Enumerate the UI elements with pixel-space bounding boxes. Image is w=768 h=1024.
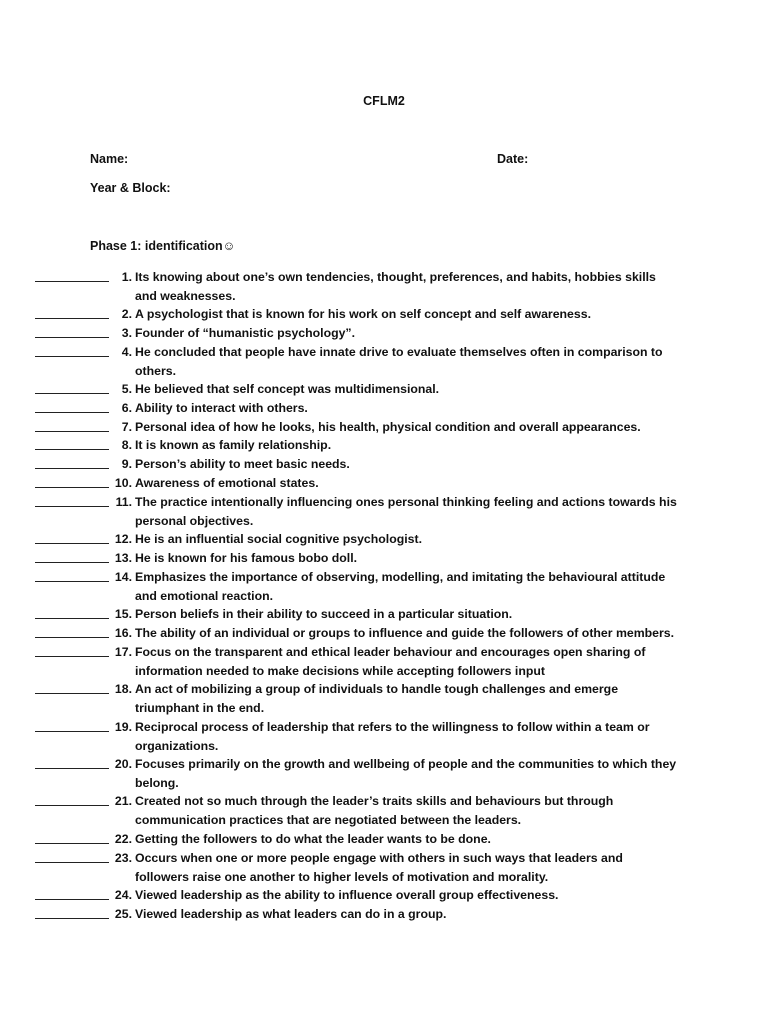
answer-blank[interactable] [35,918,109,919]
question-text: Viewed leadership as the ability to influence overall group effectiveness. [135,888,559,902]
answer-blank[interactable] [35,656,109,657]
question-text: It is known as family relationship. [135,438,332,452]
answer-blank[interactable] [35,805,109,806]
question-number: 14. [114,570,132,584]
answer-blank[interactable] [35,356,109,357]
question-text: Reciprocal process of leadership that refers to the willingness to follow within a team or organizations. [135,720,650,753]
question-text: The ability of an individual or groups to influence and guide the followers of other members. [135,626,675,640]
question-text: Its knowing about one’s own tendencies, thought, preferences, and habits, hobbies skills and weaknesses. [135,270,656,303]
question-text: Focus on the transparent and ethical leader behaviour and encourages open sharing of information needed to make decisions while accepting followers input [135,645,646,678]
question-number: 11. [115,495,132,509]
answer-blank[interactable] [35,506,109,507]
question-number: 10. [114,476,132,490]
answer-blank[interactable] [35,337,109,338]
question-number: 23. [114,851,132,865]
question-number: 18. [114,682,132,696]
answer-blank[interactable] [35,468,109,469]
answer-blank[interactable] [35,318,109,319]
question-text: Awareness of emotional states. [135,476,319,490]
question-text: Focuses primarily on the growth and wellbeing of people and the communities to which they belong. [135,757,677,790]
question-text: Person beliefs in their ability to succeed in a particular situation. [135,607,513,621]
question-text: He is known for his famous bobo doll. [135,551,358,565]
question-text: Founder of “humanistic psychology”. [135,326,355,340]
question-number: 1. [121,270,132,284]
question-number: 19. [114,720,132,734]
question-number: 8. [121,438,132,452]
question-text: Occurs when one or more people engage with others in such ways that leaders and followers raise one another to higher levels of motivation and morality. [135,851,623,884]
question-number: 3. [121,326,132,340]
question-text: He believed that self concept was multidimensional. [135,382,440,396]
document-title: CFLM2 [363,94,405,108]
question-text: Personal idea of how he looks, his health, physical condition and overall appearances. [135,420,641,434]
question-text: An act of mobilizing a group of individuals to handle tough challenges and emerge triumphant in the end. [135,682,619,715]
question-text: Person’s ability to meet basic needs. [135,457,350,471]
answer-blank[interactable] [35,562,109,563]
question-number: 21. [114,794,132,808]
question-number: 20. [114,757,132,771]
answer-blank[interactable] [35,899,109,900]
answer-blank[interactable] [35,862,109,863]
answer-blank[interactable] [35,281,109,282]
question-text: He concluded that people have innate drive to evaluate themselves often in comparison to others. [135,345,663,378]
question-text: Getting the followers to do what the leader wants to be done. [135,832,491,846]
question-text: Emphasizes the importance of observing, modelling, and imitating the behavioural attitude and emotional reaction. [135,570,666,603]
question-text: A psychologist that is known for his work on self concept and self awareness. [135,307,591,321]
answer-blank[interactable] [35,449,109,450]
question-number: 9. [121,457,132,471]
question-number: 16. [114,626,132,640]
phase-heading: Phase 1: identification☺ [90,239,236,253]
answer-blank[interactable] [35,431,109,432]
year-block-label: Year & Block: [90,181,171,195]
question-number: 5. [121,382,132,396]
question-number: 25. [114,907,132,921]
answer-blank[interactable] [35,393,109,394]
question-number: 6. [121,401,132,415]
date-label: Date: [497,152,529,166]
question-text: He is an influential social cognitive psychologist. [135,532,422,546]
question-text: Ability to interact with others. [135,401,308,415]
answer-blank[interactable] [35,581,109,582]
name-label: Name: [90,152,129,166]
question-number: 15. [114,607,132,621]
question-text: Created not so much through the leader’s traits skills and behaviours but through communication practices that are negotiated between the leaders. [135,794,614,827]
question-number: 24. [114,888,132,902]
question-number: 4. [121,345,132,359]
question-text: The practice intentionally influencing ones personal thinking feeling and actions towards his personal objectives. [135,495,677,528]
question-number: 2. [121,307,132,321]
question-number: 12. [114,532,132,546]
answer-blank[interactable] [35,843,109,844]
answer-blank[interactable] [35,543,109,544]
answer-blank[interactable] [35,487,109,488]
answer-blank[interactable] [35,412,109,413]
answer-blank[interactable] [35,637,109,638]
answer-blank[interactable] [35,731,109,732]
question-number: 7. [121,420,132,434]
question-text: Viewed leadership as what leaders can do in a group. [135,907,447,921]
question-number: 22. [114,832,132,846]
question-number: 13. [114,551,132,565]
question-number: 17. [114,645,132,659]
answer-blank[interactable] [35,693,109,694]
answer-blank[interactable] [35,618,109,619]
answer-blank[interactable] [35,768,109,769]
